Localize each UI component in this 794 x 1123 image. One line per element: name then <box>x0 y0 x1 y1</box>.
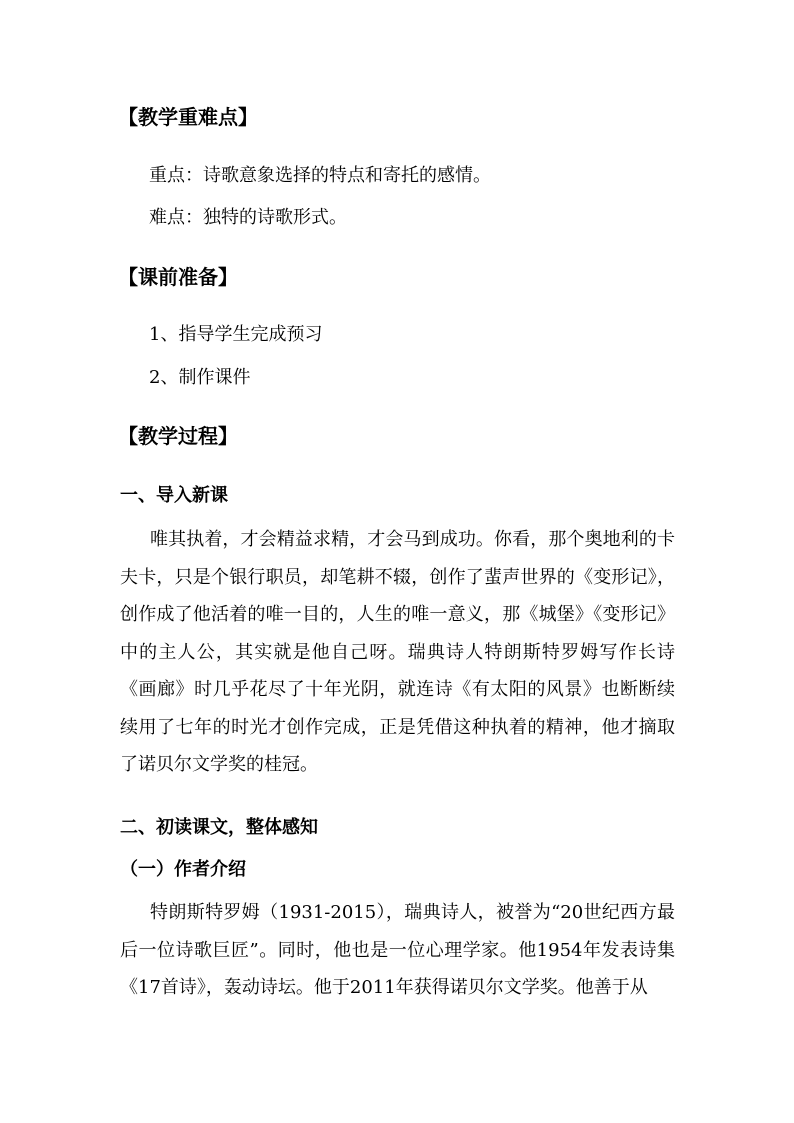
prep-item-1: 1、指导学生完成预习 <box>149 324 323 345</box>
heading-process: 【教学过程】 <box>118 424 238 448</box>
section-1-title: 一、导入新课 <box>120 485 228 506</box>
difficulty-text: 难点：独特的诗歌形式。 <box>149 207 347 228</box>
subsection-author-title: （一）作者介绍 <box>120 859 246 880</box>
author-paragraph: 特朗斯特罗姆（1931-2015），瑞典诗人，被誉为“20世纪西方最后一位诗歌巨匠”。同时，他也是一位心理学家。他1954年发表诗集《17首诗》，轰动诗坛。他于2011年获得诺贝尔文学奖。他善于从 <box>120 902 675 998</box>
section-1-paragraph: 唯其执着，才会精益求精，才会马到成功。你看，那个奥地利的卡夫卡，只是个银行职员，却笔耕不辍，创作了蜚声世界的《变形记》，创作成了他活着的唯一目的，人生的唯一意义，那《城堡》《变形记》中的主人公，其实就是他自己呀。瑞典诗人特朗斯特罗姆写作长诗《画廊》时几乎花尽了十年光阴，就连诗《有太阳的风景》也断断续续用了七年的时光才创作完成，正是凭借这种执着的精神，他才摘取了诺贝尔文学奖的桂冠。 <box>120 529 675 775</box>
heading-preparation: 【课前准备】 <box>118 265 238 289</box>
key-point-text: 重点：诗歌意象选择的特点和寄托的感情。 <box>149 165 491 186</box>
heading-key-points: 【教学重难点】 <box>118 105 258 129</box>
section-2-title: 二、初读课文，整体感知 <box>120 817 318 838</box>
prep-item-2: 2、制作课件 <box>149 367 251 388</box>
